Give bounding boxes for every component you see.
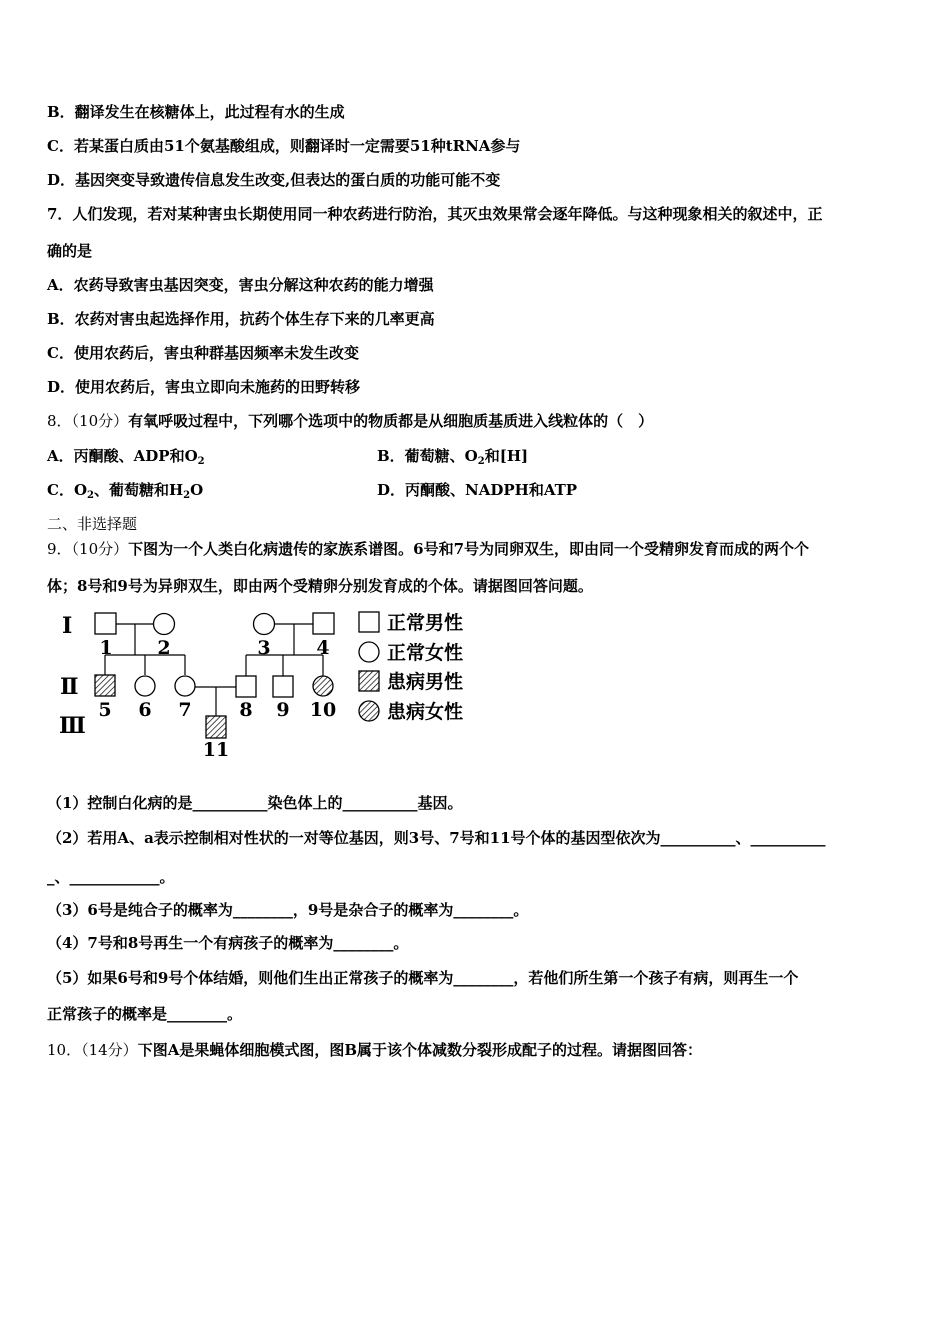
q8-option-c: C．$O_2$、葡萄糖和$H_2O$ <box>47 481 204 501</box>
q7-option-b: B．农药对害虫起选择作用，抗药个体生存下来的几率更高 <box>47 310 435 328</box>
q8-option-d: D．丙酮酸、NADPH和ATP <box>377 481 578 499</box>
individual-2-label: 2 <box>157 637 171 659</box>
q10-stem <box>47 1040 702 1060</box>
q6-option-c: C．若某蛋白质由51个氨基酸组成，则翻译时一定需要51种tRNA参与 <box>47 137 521 155</box>
q7-stem-line1: 7．人们发现，若对某种害虫长期使用同一种农药进行防治，其灭虫效果常会逐年降低。与这种现象相关的叙述中，正 <box>47 205 823 223</box>
q8-stem-text: 有氧呼吸过程中，下列哪个选项中的物质都是从细胞质基质进入线粒体的（ ） <box>128 412 654 430</box>
individual-1-symbol <box>95 613 116 634</box>
legend-affected-female-symbol <box>359 701 379 721</box>
legend-affected-male-symbol <box>359 671 379 691</box>
individual-4-label: 4 <box>316 637 330 659</box>
q8-stem <box>47 411 653 431</box>
q7-option-c: C．使用农药后，害虫种群基因频率未发生改变 <box>47 344 359 362</box>
q8-option-a: A．丙酮酸、ADP和$O_2$ <box>47 447 205 467</box>
gen-label-2: Ⅱ <box>60 674 79 700</box>
legend-affected-male-label: 患病男性 <box>387 671 464 693</box>
individual-6-symbol <box>135 676 155 696</box>
pedigree-figure <box>56 603 476 763</box>
legend-affected-female-label: 患病女性 <box>387 701 464 723</box>
legend-normal-male-symbol <box>359 612 379 632</box>
q6-option-b: B．翻译发生在核糖体上，此过程有水的生成 <box>47 103 345 121</box>
individual-11-label: 11 <box>202 739 230 761</box>
q7-option-a: A．农药导致害虫基因突变，害虫分解这种农药的能力增强 <box>47 276 434 294</box>
individual-2-symbol <box>154 614 175 635</box>
legend-normal-female-label: 正常女性 <box>387 642 464 664</box>
q7-stem-line2: 确的是 <box>47 242 93 260</box>
individual-7-symbol <box>175 676 195 696</box>
individual-3-symbol <box>254 614 275 635</box>
individual-10-symbol <box>313 676 333 696</box>
q7-option-d: D．使用农药后，害虫立即向未施药的田野转移 <box>47 378 361 396</box>
section-heading: 二、非选择题 <box>47 515 138 533</box>
q9-sub5-line1: （5）如果6号和9号个体结婚，则他们生出正常孩子的概率为________，若他们所生第一个孩子有病，则再生一个 <box>47 969 799 987</box>
individual-4-symbol <box>313 613 334 634</box>
q6-option-d: D．基因突变导致遗传信息发生改变,但表达的蛋白质的功能可能不变 <box>47 171 501 189</box>
q10-number: 10．（14分） <box>47 1041 138 1059</box>
individual-11-symbol <box>206 716 226 738</box>
individual-6-label: 6 <box>138 699 152 721</box>
q9-sub2-line2: _、____________。 <box>47 868 175 886</box>
individual-9-symbol <box>273 676 293 697</box>
individual-9-label: 9 <box>276 699 290 721</box>
q9-sub1: （1）控制白化病的是__________染色体上的__________基因。 <box>47 794 463 812</box>
individual-3-label: 3 <box>257 637 271 659</box>
individual-1-label: 1 <box>99 637 113 659</box>
legend-normal-female-symbol <box>359 642 379 662</box>
q10-stem-text: 下图A是果蝇体细胞模式图，图B属于该个体减数分裂形成配子的过程。请据图回答： <box>137 1041 703 1059</box>
q9-sub3: （3）6号是纯合子的概率为________，9号是杂合子的概率为________。 <box>47 901 529 919</box>
q9-stem-text: 下图为一个人类白化病遗传的家族系谱图。6号和7号为同卵双生，即由同一个受精卵发育而成的两个个 <box>128 540 810 558</box>
q9-sub5-line2: 正常孩子的概率是________。 <box>47 1005 243 1023</box>
individual-8-label: 8 <box>239 699 253 721</box>
gen-label-3: Ⅲ <box>59 713 86 739</box>
q9-number: 9．（10分） <box>47 540 129 558</box>
q8-option-b: B．葡萄糖、$O_2$和[H] <box>377 447 529 467</box>
q9-sub2-line1: （2）若用A、a表示控制相对性状的一对等位基因，则3号、7号和11号个体的基因型依次为__________、__________ <box>47 829 826 847</box>
gen-label-1: Ⅰ <box>62 613 73 639</box>
q9-stem-line1 <box>47 539 809 559</box>
individual-8-symbol <box>236 676 256 697</box>
individual-7-label: 7 <box>178 699 192 721</box>
legend-normal-male-label: 正常男性 <box>387 612 464 634</box>
q9-stem-line2: 体；8号和9号为异卵双生，即由两个受精卵分别发育成的个体。请据图回答问题。 <box>47 577 593 595</box>
q8-number: 8．（10分） <box>47 412 129 430</box>
q9-sub4: （4）7号和8号再生一个有病孩子的概率为________。 <box>47 934 409 952</box>
individual-5-label: 5 <box>98 699 112 721</box>
individual-5-symbol <box>95 675 115 696</box>
individual-10-label: 10 <box>309 699 337 721</box>
